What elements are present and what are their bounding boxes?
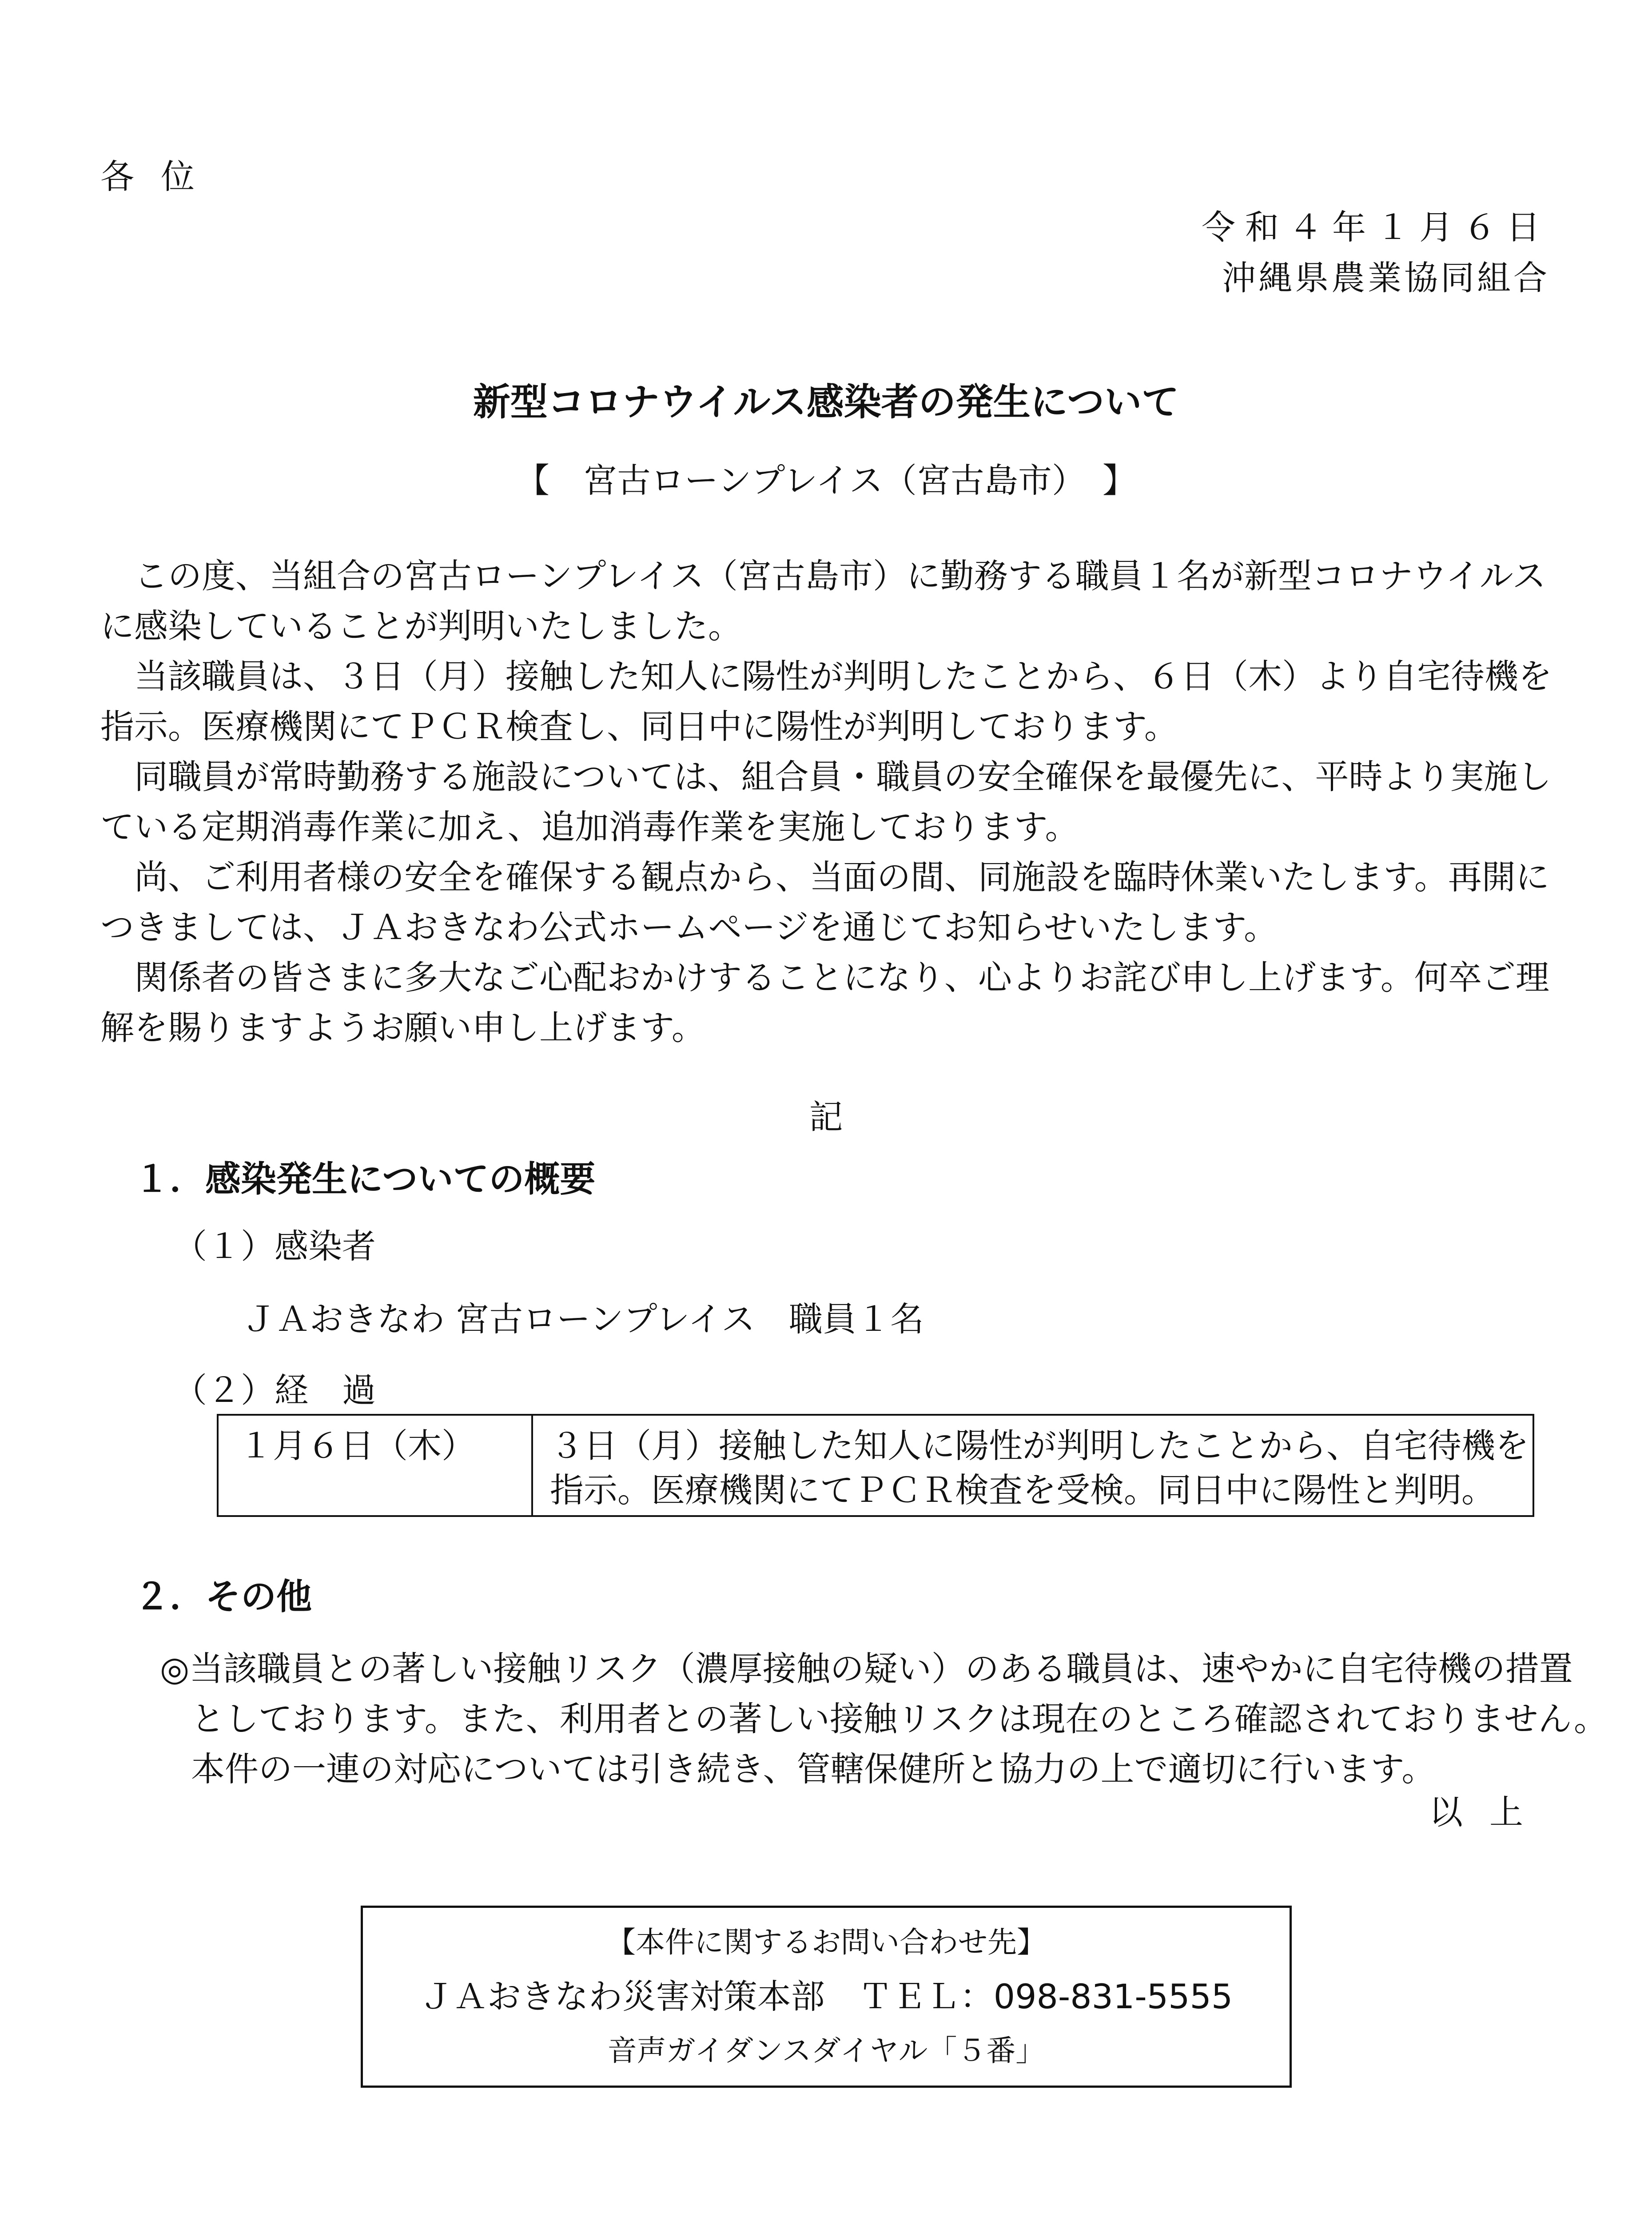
body-line: ている定期消毒作業に加え、追加消毒作業を実施しております。: [100, 807, 1079, 847]
section2-heading: ２．その他: [134, 1576, 312, 1617]
progress-subheading: （２）経 過: [173, 1370, 376, 1410]
body-line: に感染していることが判明いたしました。: [100, 606, 742, 646]
body-line: この度、当組合の宮古ローンプレイス（宮古島市）に勤務する職員１名が新型コロナウイルス: [100, 556, 1546, 596]
document-date: 令和４年１月６日: [1202, 207, 1550, 247]
timeline-table: [217, 1414, 1534, 1517]
timeline-date-cell: １月６日（木）: [219, 1416, 533, 1515]
body-line: 尚、ご利用者様の安全を確保する観点から、当面の間、同施設を臨時休業いたします。再開に: [100, 857, 1549, 897]
document-subtitle: 【 宮古ローンプレイス（宮古島市） 】: [516, 461, 1136, 500]
body-line: 関係者の皆さまに多大なご心配おかけすることになり、心よりお詫び申し上げます。何卒ご理: [100, 958, 1549, 997]
addressee: 各位: [100, 157, 221, 196]
body-line: つきましては、ＪＡおきなわ公式ホームページを通じてお知らせいたします。: [100, 908, 1278, 947]
section1-heading: １．感染発生についての概要: [134, 1158, 596, 1200]
contact-dial-line: 音声ガイダンスダイヤル「５番」: [607, 2034, 1045, 2068]
other-line: としております。また、利用者との著しい接触リスクは現在のところ確認されておりません。: [191, 1699, 1608, 1739]
contact-box: [361, 1906, 1292, 2088]
timeline-description-line: 指示。医療機関にてＰＣＲ検査を受検。同日中に陽性と判明。: [550, 1470, 1495, 1510]
timeline-description-cell: [533, 1416, 1533, 1515]
body-line: 同職員が常時勤務する施設については、組合員・職員の安全確保を最優先に、平時より実施し: [100, 757, 1552, 796]
body-text: [100, 551, 1553, 1053]
issuing-organization: 沖縄県農業協同組合: [1222, 258, 1550, 298]
timeline-description-line: ３日（月）接触した知人に陽性が判明したことから、自宅待機を: [550, 1426, 1529, 1465]
other-line: ◎当該職員との著しい接触リスク（濃厚接触の疑い）のある職員は、速やかに自宅待機の措置: [160, 1649, 1573, 1688]
body-line: 解を賜りますようお願い申し上げます。: [100, 1008, 705, 1047]
other-notes: [160, 1644, 1608, 1794]
infected-description: ＪＡおきなわ 宮古ローンプレイス 職員１名: [242, 1299, 924, 1339]
document-title: 新型コロナウイルス感染者の発生について: [473, 380, 1179, 424]
infected-subheading: （１）感染者: [173, 1226, 376, 1266]
body-line: 指示。医療機関にてＰＣＲ検査し、同日中に陽性が判明しております。: [100, 707, 1178, 746]
other-line: 本件の一連の対応については引き続き、管轄保健所と協力の上で適切に行います。: [191, 1749, 1436, 1789]
contact-heading: 【本件に関するお問い合わせ先】: [606, 1925, 1046, 1959]
body-line: 当該職員は、３日（月）接触した知人に陽性が判明したことから、６日（木）より自宅待機を: [100, 657, 1552, 696]
contact-phone-line: ＪＡおきなわ災害対策本部 ＴＥＬ：098-831-5555: [419, 1977, 1233, 2016]
closing-mark: 以上: [1429, 1792, 1550, 1832]
ki-marker: 記: [809, 1097, 843, 1137]
